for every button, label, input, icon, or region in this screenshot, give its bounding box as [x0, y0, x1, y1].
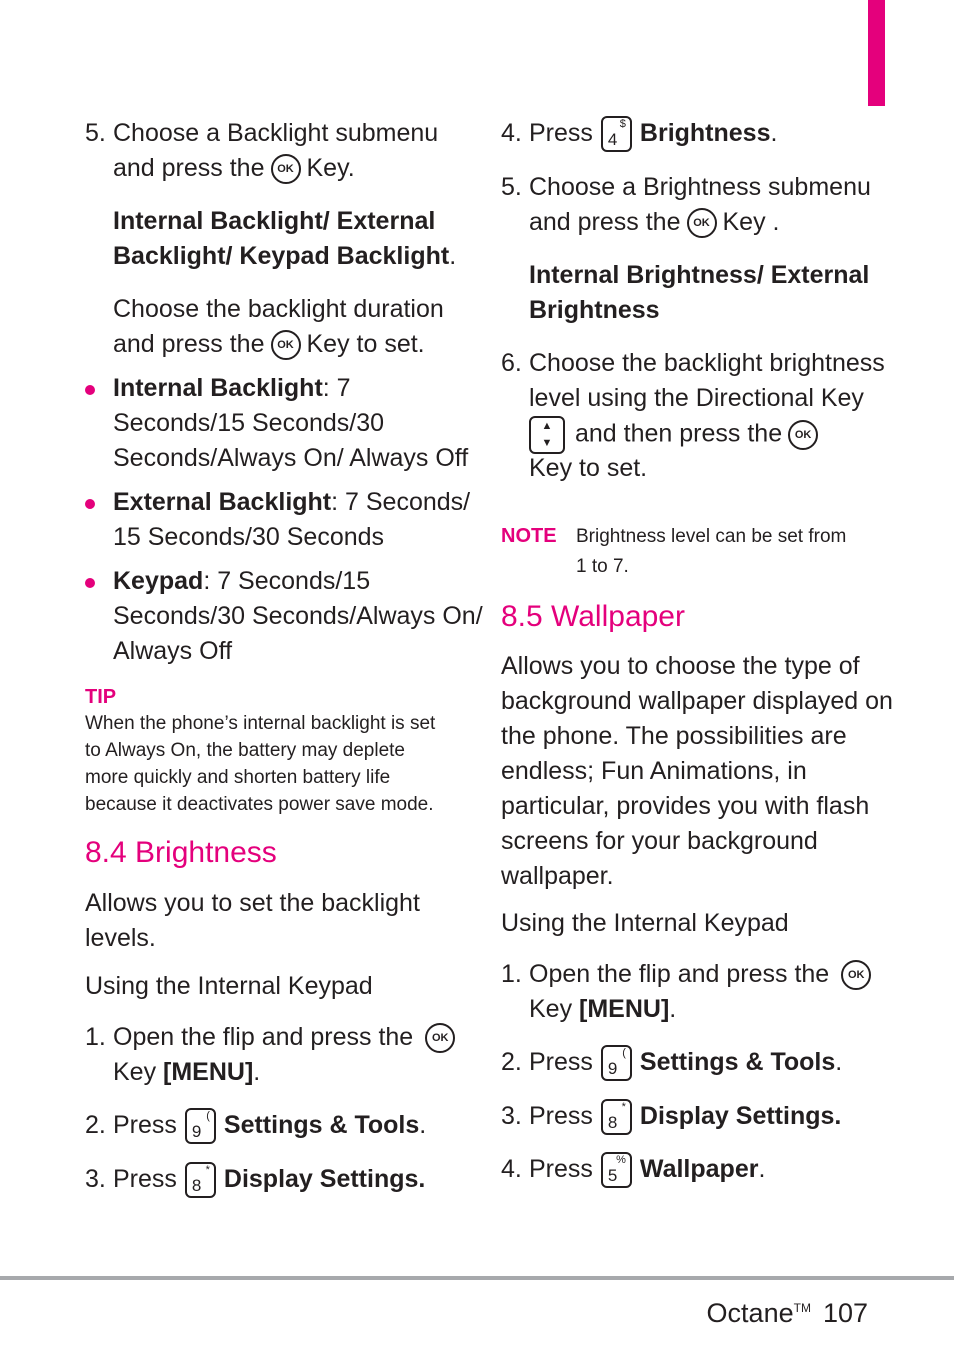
ok-key-icon: OK — [271, 154, 301, 184]
ok-key-icon: OK — [271, 330, 301, 360]
wallpaper-intro: Allows you to choose the type of background wallpaper displayed on the phone. The possibilities are endless; Fun Animations, in particular, provides you with flash screens for your background wallpaper. — [501, 652, 893, 890]
bullet-icon — [85, 578, 95, 588]
section-heading-brightness: 8.4 Brightness — [85, 836, 277, 869]
subheading-internal-keypad: Using the Internal Keypad — [501, 909, 789, 937]
page-number: 107 — [822, 1298, 868, 1328]
key-9-icon: 9 ( — [601, 1045, 632, 1081]
tip-label: TIP — [85, 686, 117, 708]
subheading-internal-keypad: Using the Internal Keypad — [85, 972, 373, 1000]
trademark-mark: TM — [793, 1301, 811, 1315]
bullet-icon — [85, 499, 95, 509]
tip-box: TIP When the phone’s internal backlight is set to Always On, the battery may deplete more quickly and shorten battery life because it deactivates power save mode. — [85, 686, 436, 815]
ok-key-icon: OK — [425, 1023, 455, 1053]
directional-key-icon: ▲ ▼ — [529, 416, 565, 454]
note-label: NOTE — [501, 525, 557, 547]
ok-key-icon: OK — [788, 420, 818, 450]
key-5-icon: 5 % — [601, 1152, 632, 1188]
footer-rule — [0, 1276, 954, 1280]
footer-brand: Octane — [706, 1298, 794, 1328]
section-tab-marker — [868, 0, 885, 106]
section-heading-wallpaper: 8.5 Wallpaper — [501, 600, 685, 633]
key-8-icon: 8 * — [601, 1099, 632, 1135]
ok-key-icon: OK — [687, 208, 717, 238]
ok-key-icon: OK — [841, 960, 871, 990]
page-footer — [707, 1288, 868, 1333]
brightness-intro: Allows you to set the backlight levels. — [85, 889, 420, 952]
key-9-icon: 9 ( — [185, 1108, 216, 1144]
key-8-icon: 8 * — [185, 1162, 216, 1198]
key-4-icon: 4 $ — [601, 116, 632, 152]
bullet-icon — [85, 385, 95, 395]
